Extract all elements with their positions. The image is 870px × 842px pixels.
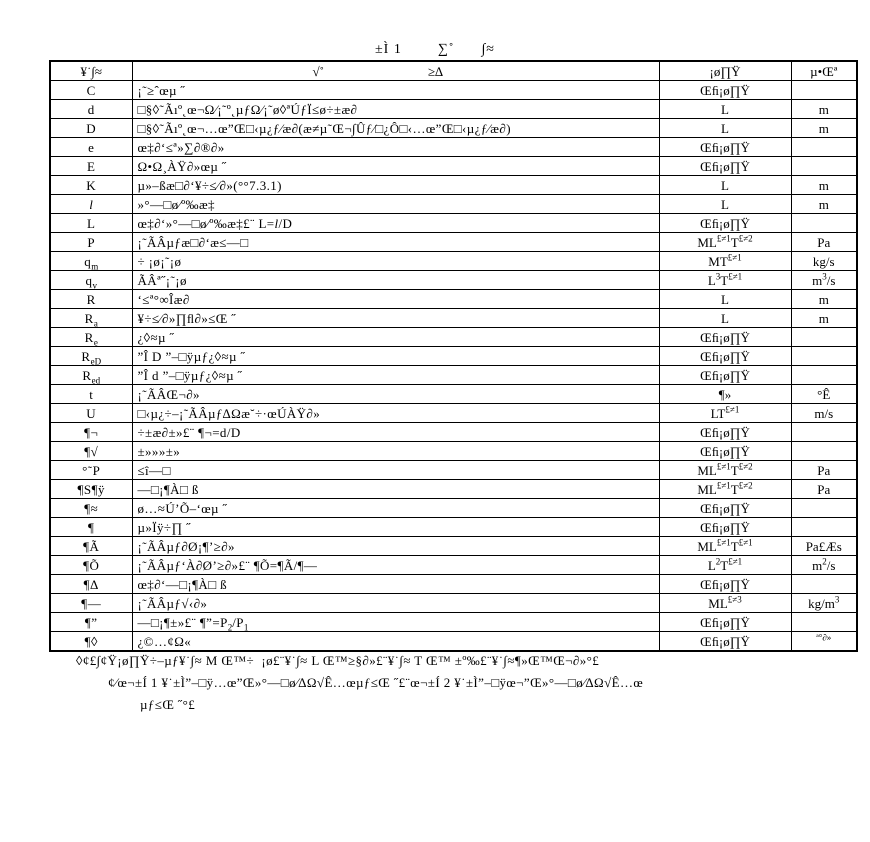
dimension-cell: Œﬁ¡ø∏Ÿ: [659, 328, 791, 347]
symbol-cell: ¶√: [50, 442, 132, 461]
table-row: [50, 518, 857, 537]
dimension-cell: $MT^{£\ne 1}$: [659, 252, 791, 271]
dimension-cell: L: [659, 309, 791, 328]
table-row: [50, 81, 857, 100]
dimension-cell: Œﬁ¡ø∏Ÿ: [659, 632, 791, 652]
symbol-cell: $q_m$: [50, 252, 132, 271]
table-row: [50, 309, 857, 328]
unit-cell: [791, 138, 857, 157]
table-row: [50, 442, 857, 461]
dimension-cell: $L^3T^{£\ne 1}$: [659, 271, 791, 290]
unit-cell: m: [791, 195, 857, 214]
unit-cell: $m^2/s$: [791, 556, 857, 575]
symbol-cell: D: [50, 119, 132, 138]
description-cell: ¡˜ÃÂµƒæ□∂‘æ≤—□: [132, 233, 659, 252]
unit-cell: [791, 157, 857, 176]
description-cell: —□¡¶À□ ß: [132, 480, 659, 499]
description-cell: ¡˜ÃÂµƒ√‹∂»: [132, 594, 659, 613]
table-row: [50, 613, 857, 632]
dimension-cell: L: [659, 100, 791, 119]
table-row: [50, 157, 857, 176]
table-row: [50, 404, 857, 423]
description-cell: µ»–ßæ□∂‘¥÷≤⁄∂»(°°7.3.1): [132, 176, 659, 195]
table-row: [50, 176, 857, 195]
unit-cell: Pa: [791, 461, 857, 480]
symbol-cell: E: [50, 157, 132, 176]
table-header: [50, 61, 857, 81]
table-row: [50, 233, 857, 252]
symbol-cell: P: [50, 233, 132, 252]
symbol-cell: $q_v$: [50, 271, 132, 290]
dimension-cell: $ML^{£\ne 1}T^{£\ne 2}$: [659, 233, 791, 252]
description-cell: µ»Ïÿ÷∏ ˝: [132, 518, 659, 537]
symbol-cell: l: [50, 195, 132, 214]
unit-cell: [791, 442, 857, 461]
unit-cell: m/s: [791, 404, 857, 423]
symbol-cell: ¶≈: [50, 499, 132, 518]
table-row: [50, 556, 857, 575]
table-row: [50, 328, 857, 347]
unit-cell: m: [791, 290, 857, 309]
symbol-cell: $R_{eD}$: [50, 347, 132, 366]
footnote-line-3: µƒ≤Œ ˝°£: [140, 697, 196, 712]
description-cell: ≤î—□: [132, 461, 659, 480]
table-row: [50, 575, 857, 594]
table-row: [50, 214, 857, 233]
dimension-cell: $LT^{£\ne 1}$: [659, 404, 791, 423]
symbol-cell: ¶Ã: [50, 537, 132, 556]
unit-cell: °Ê: [791, 385, 857, 404]
symbol-cell: ¶S¶ÿ: [50, 480, 132, 499]
dimension-cell: Œﬁ¡ø∏Ÿ: [659, 518, 791, 537]
dimension-cell: Œﬁ¡ø∏Ÿ: [659, 423, 791, 442]
unit-cell: Pa£Æs: [791, 537, 857, 556]
dimension-cell: $ML^{£\ne 1}T^{£\ne 1}$: [659, 537, 791, 556]
unit-cell: m: [791, 309, 857, 328]
dimension-cell: $ML^{£\ne 1}T^{£\ne 2}$: [659, 480, 791, 499]
dimension-cell: Œﬁ¡ø∏Ÿ: [659, 157, 791, 176]
symbol-cell: e: [50, 138, 132, 157]
dimension-cell: Œﬁ¡ø∏Ÿ: [659, 81, 791, 100]
unit-cell: [791, 423, 857, 442]
symbol-cell: L: [50, 214, 132, 233]
table-row: [50, 499, 857, 518]
table-row: [50, 461, 857, 480]
unit-cell: ª°∂»: [791, 632, 857, 652]
symbol-cell: ¶—: [50, 594, 132, 613]
dimension-cell: Œﬁ¡ø∏Ÿ: [659, 499, 791, 518]
description-cell: ÷±æ∂±»£¨ ¶¬=d/D: [132, 423, 659, 442]
unit-cell: $m^3/s$: [791, 271, 857, 290]
unit-cell: [791, 347, 857, 366]
table-row: [50, 423, 857, 442]
dimension-cell: L: [659, 176, 791, 195]
dimension-cell: ¶»: [659, 385, 791, 404]
description-cell: —□¡¶±»£¨ $\P”=P_2/P_1$: [132, 613, 659, 632]
dimension-cell: Œﬁ¡ø∏Ÿ: [659, 613, 791, 632]
symbol-cell: U: [50, 404, 132, 423]
unit-cell: m: [791, 100, 857, 119]
symbol-cell: $R_{ed}$: [50, 366, 132, 385]
symbol-cell: ¶”: [50, 613, 132, 632]
dimension-cell: Œﬁ¡ø∏Ÿ: [659, 366, 791, 385]
symbol-cell: ¶Δ: [50, 575, 132, 594]
symbol-cell: K: [50, 176, 132, 195]
description-cell: ¡˜ÃÂŒ¬∂»: [132, 385, 659, 404]
header-unit: µ•Œª: [791, 61, 857, 81]
description-cell: ‘≤ª°∞Îæ∂: [132, 290, 659, 309]
description-cell: □§◊˜Ãıº˛œ¬Ω⁄¡˜º˛µƒΩ⁄¡˜ø◊ªÚƒÏ≤ø÷±æ∂: [132, 100, 659, 119]
description-cell: ÷ ¡ø¡˜¡ø: [132, 252, 659, 271]
table-row: [50, 480, 857, 499]
description-cell: ¡˜ÃÂµƒ∂Ø¡¶’≥∂»: [132, 537, 659, 556]
table-row: [50, 366, 857, 385]
symbol-cell: ¶¬: [50, 423, 132, 442]
unit-cell: [791, 518, 857, 537]
description-cell: □§◊˜Ãıº˛œ¬…œ”Œ□‹µ¿ƒ⁄æ∂(æ≠µ˜Œ¬∫Ûƒ⁄□¿Ô□‹…œ”Œ□‹µ¿ƒ⁄æ∂): [132, 119, 659, 138]
symbol-cell: °˜P: [50, 461, 132, 480]
dimension-cell: Œﬁ¡ø∏Ÿ: [659, 347, 791, 366]
table-row: [50, 594, 857, 613]
table-row: [50, 347, 857, 366]
unit-cell: [791, 81, 857, 100]
header-row: [50, 61, 857, 81]
unit-cell: [791, 499, 857, 518]
dimension-cell: $ML^{£\ne 1}T^{£\ne 2}$: [659, 461, 791, 480]
dimension-cell: Œﬁ¡ø∏Ÿ: [659, 442, 791, 461]
description-cell: ±»»»±»: [132, 442, 659, 461]
dimension-cell: L: [659, 290, 791, 309]
symbol-cell: $R_e$: [50, 328, 132, 347]
unit-cell: m: [791, 119, 857, 138]
description-cell: œ‡∂‘≤ª»∑∂®∂»: [132, 138, 659, 157]
unit-cell: kg/s: [791, 252, 857, 271]
header-dimension: ¡ø∏Ÿ: [659, 61, 791, 81]
symbol-table-body: [50, 81, 857, 652]
description-cell: ¡˜ÃÂµƒ‘À∂Ø’≥∂»£¨ ¶Õ=¶Ã/¶—: [132, 556, 659, 575]
unit-cell: Pa: [791, 233, 857, 252]
dimension-cell: Œﬁ¡ø∏Ÿ: [659, 214, 791, 233]
symbol-cell: ¶Õ: [50, 556, 132, 575]
symbol-cell: $R_a$: [50, 309, 132, 328]
unit-cell: [791, 328, 857, 347]
table-row: [50, 537, 857, 556]
symbol-cell: ¶: [50, 518, 132, 537]
table-row: [50, 271, 857, 290]
description-cell: ÃÂª˝¡˜¡ø: [132, 271, 659, 290]
unit-cell: m: [791, 176, 857, 195]
unit-cell: [791, 366, 857, 385]
header-symbol: ¥˙∫≈: [50, 61, 132, 81]
table-row: [50, 632, 857, 652]
description-cell: ¿◊≈µ ˝: [132, 328, 659, 347]
symbol-cell: d: [50, 100, 132, 119]
table-row: [50, 290, 857, 309]
symbol-cell: ¶◊: [50, 632, 132, 652]
description-cell: ¿©…¢Ω«: [132, 632, 659, 652]
unit-cell: [791, 214, 857, 233]
description-cell: ¡˜≥ˆœµ ˝: [132, 81, 659, 100]
dimension-cell: L: [659, 195, 791, 214]
dimension-cell: Œﬁ¡ø∏Ÿ: [659, 138, 791, 157]
table-row: [50, 138, 857, 157]
footnote-line-1: ◊¢£∫¢Ÿ¡ø∏Ÿ÷–µƒ¥˙∫≈ M Œ™÷ ¡ø£¨¥˙∫≈ L Œ™≥§∂»£¨¥˙∫≈ T Œ™ ±º‰£¨¥˙∫≈¶»Œ™Œ¬∂»°£: [76, 653, 600, 668]
symbol-table: [49, 60, 858, 652]
description-cell: ø…≈Ú’Õ–‘œµ ˝: [132, 499, 659, 518]
table-row: [50, 195, 857, 214]
description-cell: »°—□ø⁄º‰æ‡: [132, 195, 659, 214]
dimension-cell: Œﬁ¡ø∏Ÿ: [659, 575, 791, 594]
description-cell: ”Î D ”–□ÿµƒ¿◊≈µ ˝: [132, 347, 659, 366]
description-cell: œ‡∂‘»°—□ø⁄º‰æ‡£¨ L=l/D: [132, 214, 659, 233]
dimension-cell: L: [659, 119, 791, 138]
description-cell: Ω•Ω¸ÀŸ∂»œµ ˝: [132, 157, 659, 176]
unit-cell: [791, 575, 857, 594]
header-name: √˚ ≥∆: [132, 61, 659, 81]
symbol-cell: C: [50, 81, 132, 100]
symbol-cell: t: [50, 385, 132, 404]
unit-cell: Pa: [791, 480, 857, 499]
table-row: [50, 252, 857, 271]
table-row: [50, 119, 857, 138]
dimension-cell: $ML^{£\ne 3}$: [659, 594, 791, 613]
table-row: [50, 100, 857, 119]
description-cell: ”Î d ”–□ÿµƒ¿◊≈µ ˝: [132, 366, 659, 385]
table-row: [50, 385, 857, 404]
description-cell: □‹µ¿÷–¡˜ÃÂµƒ∆Ωæ˘÷·œÚÀŸ∂»: [132, 404, 659, 423]
unit-cell: $kg/m^3$: [791, 594, 857, 613]
unit-cell: [791, 613, 857, 632]
footnote-line-2: ¢⁄œ¬±Í 1 ¥˙±Ì”–□ÿ…œ”Œ»°—□ø⁄∆Ω√Ê…œµƒ≤Œ ˝£¨œ¬±Í 2 ¥˙±Ì”–□ÿœ¬”Œ»°—□ø⁄∆Ω√Ê…œ: [108, 675, 644, 690]
dimension-cell: $L^2T^{£\ne 1}$: [659, 556, 791, 575]
symbol-cell: R: [50, 290, 132, 309]
description-cell: ¥÷≤⁄∂»∏ﬂ∂»≤Œ ˝: [132, 309, 659, 328]
description-cell: œ‡∂‘—□¡¶À□ ß: [132, 575, 659, 594]
table-title: ±Ì 1 ∑˚ ∫≈: [374, 42, 495, 57]
